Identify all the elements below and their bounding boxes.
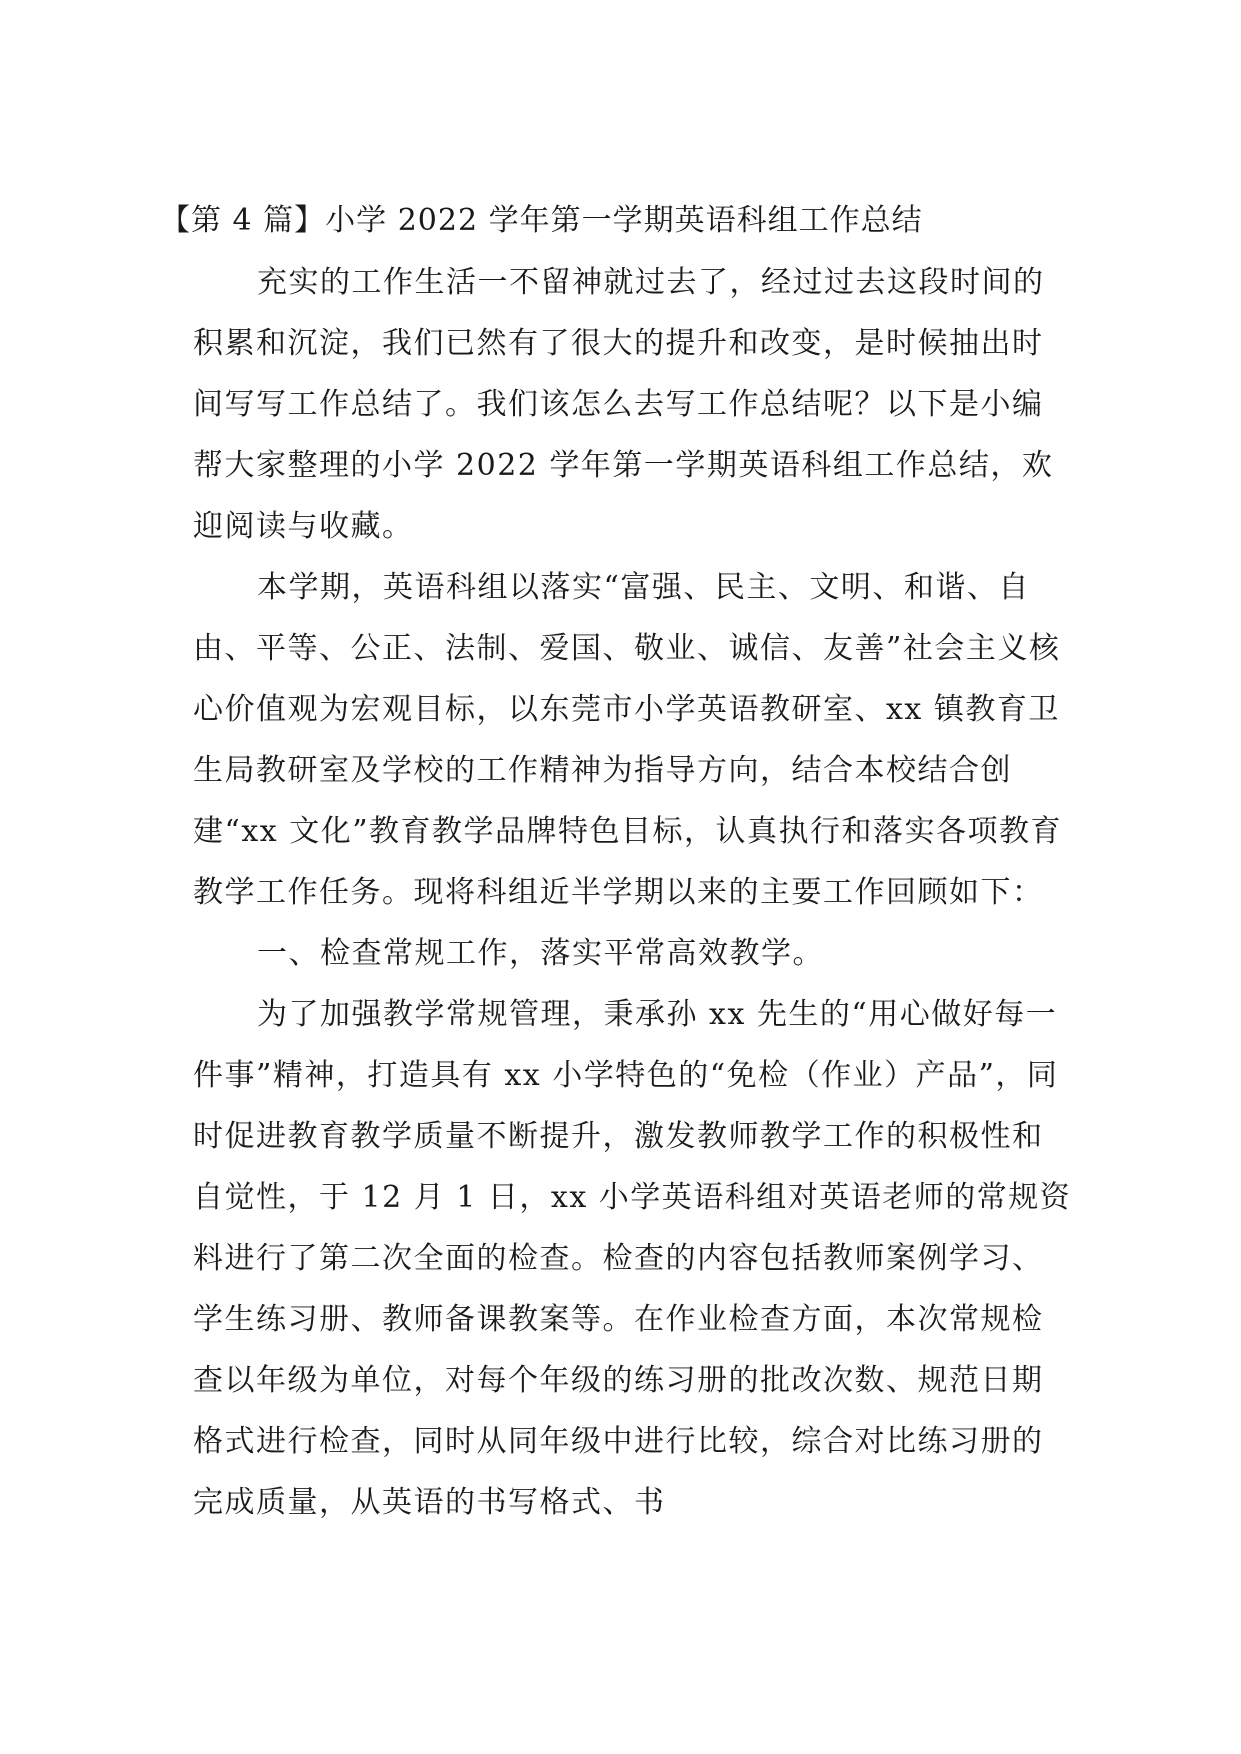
paragraph: 本学期，英语科组以落实“富强、民主、文明、和谐、自由、平等、公正、法制、爱国、敬业、诚信、友善”社会主义核心价值观为宏观目标，以东莞市小学英语教研室、xx 镇教育卫生局教研室及学校的工作精神为指导方向，结合本校结合创建“xx 文化”教育教学品牌特色目标，认真执行和落实各项教育教学工作任务。现将科组近半学期以来的主要工作回顾如下：: [193, 570, 1063, 910]
document-title: 【第 4 篇】小学 2022 学年第一学期英语科组工作总结: [160, 203, 923, 238]
paragraph: 充实的工作生活一不留神就过去了，经过过去这段时间的积累和沉淀，我们已然有了很大的提升和改变，是时候抽出时间写写工作总结了。我们该怎么去写工作总结呢？以下是小编帮大家整理的小学 2022 学年第一学期英语科组工作总结，欢迎阅读与收藏。: [193, 265, 1054, 544]
paragraph: 为了加强教学常规管理，秉承孙 xx 先生的“用心做好每一件事”精神，打造具有 xx 小学特色的“免检（作业）产品”，同时促进教育教学质量不断提升，激发教师教学工作的积极性和自觉性，于 12 月 1 日，xx 小学英语科组对英语老师的常规资料进行了第二次全面的检查。检查的内容包括教师案例学习、学生练习册、教师备课教案等。在作业检查方面，本次常规检查以年级为单位，对每个年级的练习册的批改次数、规范日期格式进行检查，同时从同年级中进行比较，综合对比练习册的完成质量，从英语的书写格式、书: [193, 997, 1072, 1520]
document-body: [193, 252, 1073, 1533]
section-heading: 一、检查常规工作，落实平常高效教学。: [257, 936, 824, 971]
